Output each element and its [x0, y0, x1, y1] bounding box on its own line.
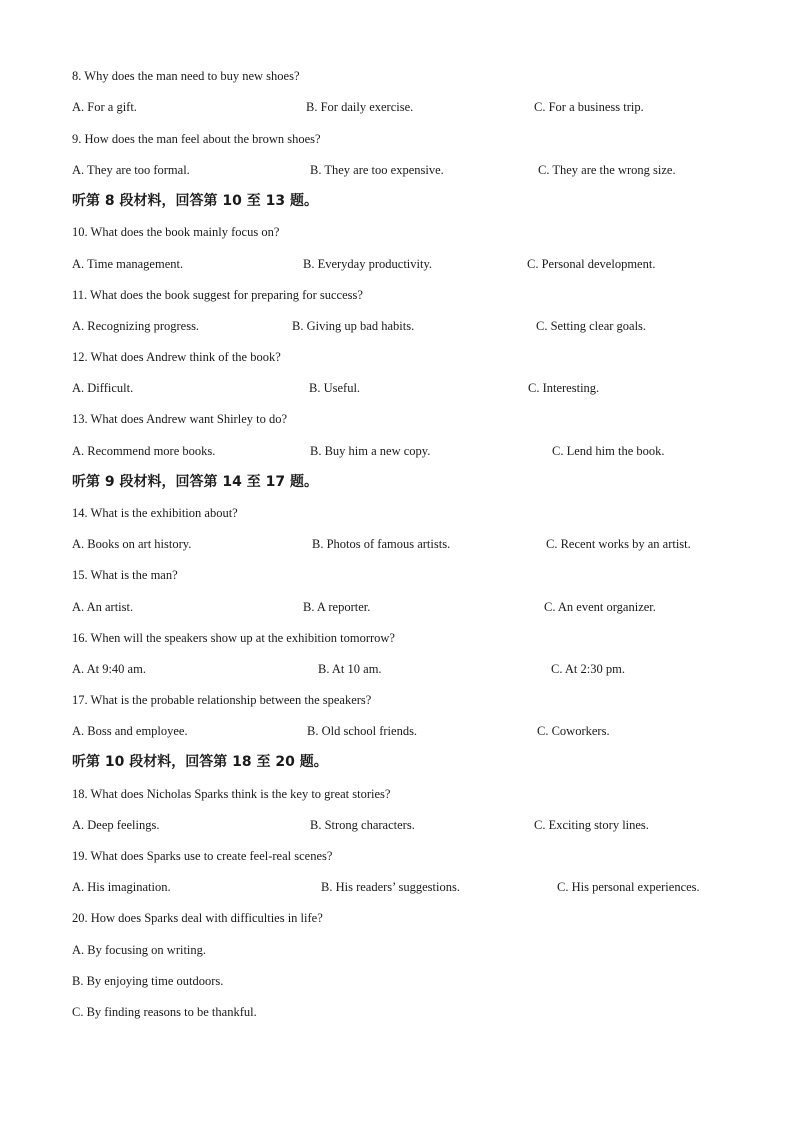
option-b: B. Giving up bad habits.: [292, 319, 415, 333]
question-text: 18. What does Nicholas Sparks think is the key to great stories?: [72, 787, 391, 801]
option-c: C. An event organizer.: [544, 600, 656, 614]
question-text: A. By focusing on writing.: [72, 943, 207, 957]
question-text: 13. What does Andrew want Shirley to do?: [72, 412, 288, 426]
option-a: A. An artist.: [72, 600, 134, 614]
section-heading: 听第 8 段材料，回答第 10 至 13 题。: [72, 193, 318, 209]
question-text: B. By enjoying time outdoors.: [72, 974, 224, 988]
option-b: B. At 10 am.: [318, 662, 382, 676]
option-c: C. Coworkers.: [537, 724, 610, 738]
question-text: 10. What does the book mainly focus on?: [72, 225, 280, 239]
option-a: A. Books on art history.: [72, 537, 192, 551]
option-c: C. Personal development.: [527, 257, 656, 271]
option-c: C. At 2:30 pm.: [551, 662, 625, 676]
section-heading: 听第 10 段材料，回答第 18 至 20 题。: [72, 754, 328, 770]
option-a: A. Time management.: [72, 257, 184, 271]
question-text: 11. What does the book suggest for preparing for success?: [72, 288, 363, 302]
option-b: B. They are too expensive.: [310, 163, 444, 177]
option-a: A. Difficult.: [72, 381, 134, 395]
option-a: A. For a gift.: [72, 100, 137, 114]
option-c: C. They are the wrong size.: [538, 163, 676, 177]
option-a: A. Deep feelings.: [72, 818, 160, 832]
question-text: 14. What is the exhibition about?: [72, 506, 238, 520]
option-b: B. Everyday productivity.: [303, 257, 433, 271]
option-b: B. A reporter.: [303, 600, 371, 614]
option-c: C. Recent works by an artist.: [546, 537, 691, 551]
option-a: A. At 9:40 am.: [72, 662, 146, 676]
option-b: B. Photos of famous artists.: [312, 537, 451, 551]
question-text: 19. What does Sparks use to create feel-real scenes?: [72, 849, 333, 863]
question-text: 8. Why does the man need to buy new shoes?: [72, 69, 300, 83]
option-c: C. Interesting.: [528, 381, 600, 395]
option-c: C. Lend him the book.: [552, 444, 665, 458]
section-heading: 听第 9 段材料，回答第 14 至 17 题。: [72, 474, 318, 490]
option-a: A. They are too formal.: [72, 163, 190, 177]
option-b: B. His readers’ suggestions.: [321, 880, 460, 894]
option-a: A. His imagination.: [72, 880, 171, 894]
option-c: C. For a business trip.: [534, 100, 644, 114]
question-text: C. By finding reasons to be thankful.: [72, 1005, 257, 1019]
option-c: C. Exciting story lines.: [534, 818, 649, 832]
question-text: 20. How does Sparks deal with difficulties in life?: [72, 911, 323, 925]
option-b: B. Old school friends.: [307, 724, 418, 738]
option-b: B. Strong characters.: [310, 818, 415, 832]
option-a: A. Recognizing progress.: [72, 319, 200, 333]
question-text: 15. What is the man?: [72, 568, 178, 582]
question-text: 12. What does Andrew think of the book?: [72, 350, 281, 364]
option-c: C. Setting clear goals.: [536, 319, 647, 333]
option-a: A. Boss and employee.: [72, 724, 188, 738]
option-a: A. Recommend more books.: [72, 444, 216, 458]
option-b: B. For daily exercise.: [306, 100, 414, 114]
question-text: 17. What is the probable relationship between the speakers?: [72, 693, 372, 707]
question-text: 9. How does the man feel about the brown shoes?: [72, 132, 321, 146]
question-text: 16. When will the speakers show up at the exhibition tomorrow?: [72, 631, 395, 645]
option-b: B. Useful.: [309, 381, 361, 395]
option-b: B. Buy him a new copy.: [310, 444, 431, 458]
option-c: C. His personal experiences.: [557, 880, 700, 894]
